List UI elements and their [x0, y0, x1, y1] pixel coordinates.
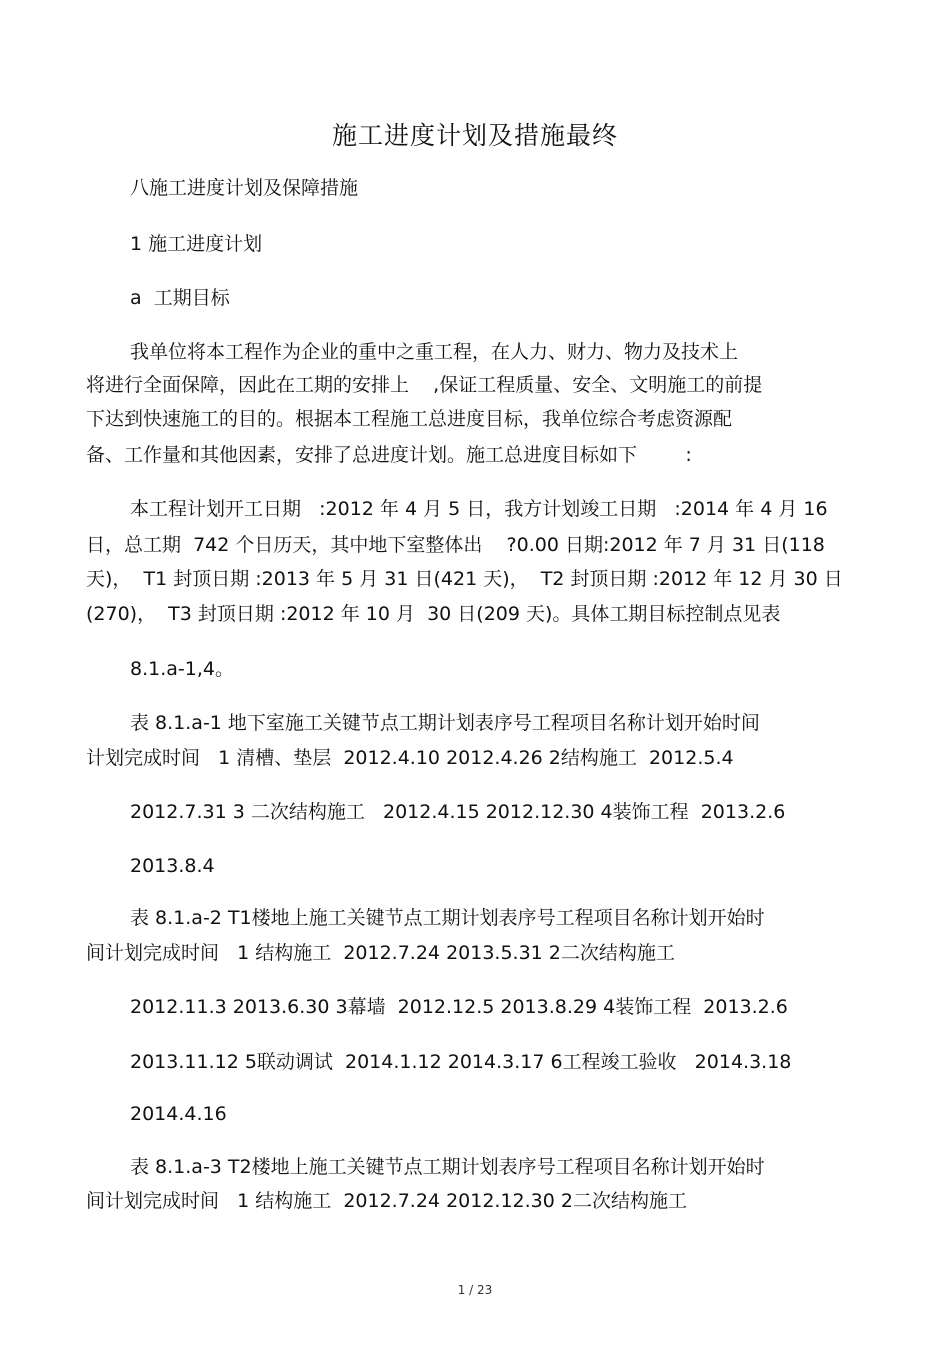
paragraph-line: 下达到快速施工的目的。根据本工程施工总进度目标，我单位综合考虑资源配 [86, 408, 733, 430]
heading-subsection-1: 1 施工进度计划 [130, 233, 263, 255]
paragraph-line: 将进行全面保障，因此在工期的安排上 ,保证工程质量、安全、文明施工的前提 [86, 374, 763, 396]
table-text-line: 计划完成时间 1 清槽、垫层 2012.4.10 2012.4.26 2结构施工 2012.5.4 [86, 747, 734, 769]
paragraph-line: 本工程计划开工日期 :2012 年 4 月 5 日，我方计划竣工日期 :2014 年 4 月 16 [130, 498, 828, 520]
heading-item-a: a 工期目标 [130, 287, 230, 309]
table-caption-line: 表 8.1.a-2 T1楼地上施工关键节点工期计划表序号工程项目名称计划开始时 [130, 907, 765, 929]
table-text-line: 2012.7.31 3 二次结构施工 2012.4.15 2012.12.30 4装饰工程 2013.2.6 [130, 801, 786, 823]
table-text-line: 间计划完成时间 1 结构施工 2012.7.24 2012.12.30 2二次结构施工 [86, 1190, 687, 1212]
table-text-line: 2014.4.16 [130, 1103, 227, 1125]
paragraph-line: 日，总工期 742 个日历天，其中地下室整体出 ?0.00 日期:2012 年 7 月 31 日(118 [86, 534, 825, 556]
table-caption-line: 表 8.1.a-3 T2楼地上施工关键节点工期计划表序号工程项目名称计划开始时 [130, 1156, 765, 1178]
table-text-line: 2013.11.12 5联动调试 2014.1.12 2014.3.17 6工程竣工验收 2014.3.18 [130, 1051, 792, 1073]
page-indicator: 1 / 23 [457, 1283, 493, 1297]
table-text-line: 间计划完成时间 1 结构施工 2012.7.24 2013.5.31 2二次结构施工 [86, 942, 675, 964]
table-text-line: 2012.11.3 2013.6.30 3幕墙 2012.12.5 2013.8.29 4装饰工程 2013.2.6 [130, 996, 788, 1018]
heading-section-8: 八施工进度计划及保障措施 [130, 177, 359, 199]
table-caption-line: 表 8.1.a-1 地下室施工关键节点工期计划表序号工程项目名称计划开始时间 [130, 712, 760, 734]
page-title: 施工进度计划及措施最终 [331, 121, 618, 150]
paragraph-line: (270)， T3 封顶日期 :2012 年 10 月 30 日(209 天)。具体工期目标控制点见表 [86, 603, 781, 625]
paragraph-line: 备、工作量和其他因素，安排了总进度计划。施工总进度目标如下 : [86, 444, 692, 466]
paragraph-line: 天)， T1 封顶日期 :2013 年 5 月 31 日(421 天)， T2 封顶日期 :2012 年 12 月 30 日 [86, 568, 843, 590]
paragraph-line: 8.1.a-1,4。 [130, 658, 234, 680]
table-text-line: 2013.8.4 [130, 855, 215, 877]
paragraph-line: 我单位将本工程作为企业的重中之重工程，在人力、财力、物力及技术上 [130, 341, 739, 363]
